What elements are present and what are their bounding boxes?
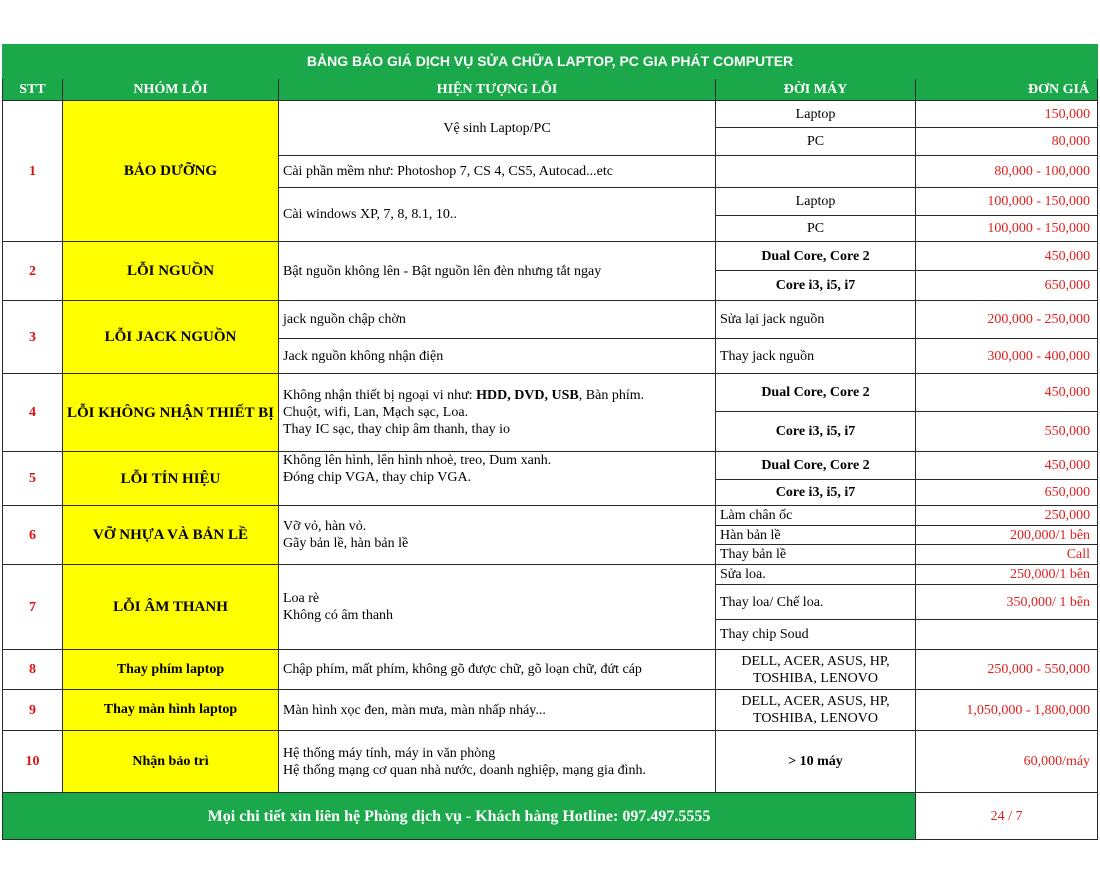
symptom [279, 374, 716, 452]
price-table [2, 44, 1098, 840]
symptom: Jack nguồn không nhận điện [279, 339, 716, 374]
price: 200,000/1 bên [916, 526, 1098, 545]
model-line: DELL, ACER, ASUS, HP, [741, 694, 890, 709]
model: Dual Core, Core 2 [716, 242, 916, 271]
row-number: 8 [3, 650, 63, 690]
error-group: LỖI JACK NGUỒN [63, 301, 279, 374]
symptom [279, 731, 716, 793]
header-model: ĐỜI MÁY [716, 79, 916, 101]
price: 250,000/1 bên [916, 565, 1098, 585]
symptom-line: Vỡ vỏ, hàn vỏ. [283, 519, 367, 534]
model: Thay jack nguồn [716, 339, 916, 374]
error-group: LỖI KHÔNG NHẬN THIẾT BỊ [63, 374, 279, 452]
model: Sửa loa. [716, 565, 916, 585]
symptom: Bật nguồn không lên - Bật nguồn lên đèn nhưng tắt ngay [279, 242, 716, 301]
model [716, 690, 916, 731]
header-price: ĐƠN GIÁ [916, 79, 1098, 101]
row-number: 3 [3, 301, 63, 374]
symptom-line: Hệ thống máy tính, máy in văn phòng [283, 745, 496, 761]
price: 450,000 [916, 374, 1098, 412]
row-number: 2 [3, 242, 63, 301]
symptom-line: Gãy bản lề, hàn bản lề [283, 536, 409, 551]
price [916, 620, 1098, 650]
price: 350,000/ 1 bên [916, 585, 1098, 620]
model: Thay chip Soud [716, 620, 916, 650]
table-row [3, 452, 1098, 480]
error-group: LỖI ÂM THANH [63, 565, 279, 650]
symptom: Chập phím, mất phím, không gõ được chữ, gõ loạn chữ, đứt cáp [279, 650, 716, 690]
price: 1,050,000 - 1,800,000 [916, 690, 1098, 731]
price: 300,000 - 400,000 [916, 339, 1098, 374]
model: > 10 máy [716, 731, 916, 793]
symptom: Vệ sinh Laptop/PC [279, 101, 716, 156]
model: Thay loa/ Chế loa. [716, 585, 916, 620]
model: Dual Core, Core 2 [716, 374, 916, 412]
error-group: LỖI TÍN HIỆU [63, 452, 279, 506]
table-row [3, 650, 1098, 690]
symptom [279, 506, 716, 565]
model: Dual Core, Core 2 [716, 452, 916, 480]
symptom-line: Không lên hình, lên hình nhoè, treo, Dum xanh. [283, 453, 552, 468]
header-group: NHÓM LỖI [63, 79, 279, 101]
symptom-text: Không nhận thiết bị ngoại vi như: [283, 388, 477, 403]
model: Laptop [716, 101, 916, 128]
row-number: 4 [3, 374, 63, 452]
price: 200,000 - 250,000 [916, 301, 1098, 339]
sheet-title: BẢNG BÁO GIÁ DỊCH VỤ SỬA CHỮA LAPTOP, PC GIA PHÁT COMPUTER [3, 45, 1098, 79]
model: PC [716, 216, 916, 242]
model-line: TOSHIBA, LENOVO [753, 670, 878, 686]
symptom-line: Chuột, wifi, Lan, Mạch sạc, Loa. [283, 405, 469, 420]
symptom-line: Loa rè [283, 591, 320, 606]
model: Làm chân ốc [716, 506, 916, 526]
symptom: Cài phần mềm như: Photoshop 7, CS 4, CS5, Autocad...etc [279, 156, 716, 188]
price: 150,000 [916, 101, 1098, 128]
symptom-line: Hệ thống mạng cơ quan nhà nước, doanh nghiệp, mạng gia đình. [283, 762, 646, 778]
symptom-text: , Bàn phím. [578, 388, 645, 403]
price: 250,000 - 550,000 [916, 650, 1098, 690]
error-group: LỖI NGUỒN [63, 242, 279, 301]
header-stt: STT [3, 79, 63, 101]
model: Sửa lại jack nguồn [716, 301, 916, 339]
symptom-line: Không có âm thanh [283, 608, 394, 623]
table-row [3, 242, 1098, 271]
symptom: Màn hình xọc đen, màn mưa, màn nhấp nháy... [279, 690, 716, 731]
error-group: Thay màn hình laptop [63, 690, 279, 731]
symptom: Cài windows XP, 7, 8, 8.1, 10.. [279, 188, 716, 242]
model: Thay bản lề [716, 545, 916, 565]
model [716, 156, 916, 188]
symptom [279, 565, 716, 650]
error-group: Thay phím laptop [63, 650, 279, 690]
model: Core i3, i5, i7 [716, 271, 916, 301]
model: Hàn bản lề [716, 526, 916, 545]
price: 100,000 - 150,000 [916, 216, 1098, 242]
row-number: 7 [3, 565, 63, 650]
price: 650,000 [916, 271, 1098, 301]
contact-hotline: Mọi chi tiết xin liên hệ Phòng dịch vụ - Khách hàng Hotline: 097.497.5555 [3, 793, 916, 840]
price: 250,000 [916, 506, 1098, 526]
symptom-line: Thay IC sạc, thay chip âm thanh, thay io [283, 422, 511, 437]
model: Core i3, i5, i7 [716, 480, 916, 506]
price: 80,000 [916, 128, 1098, 156]
table-row [3, 374, 1098, 412]
row-number: 6 [3, 506, 63, 565]
header-row [3, 79, 1098, 101]
header-symptom: HIỆN TƯỢNG LỖI [279, 79, 716, 101]
table-row [3, 731, 1098, 793]
table-row [3, 301, 1098, 339]
symptom-devices: HDD, DVD, USB [476, 388, 579, 403]
error-group: Nhận bảo trì [63, 731, 279, 793]
symptom-line [283, 387, 711, 404]
model: Core i3, i5, i7 [716, 412, 916, 452]
error-group: VỠ NHỰA VÀ BẢN LỀ [63, 506, 279, 565]
price: 60,000/máy [916, 731, 1098, 793]
symptom: jack nguồn chập chờn [279, 301, 716, 339]
table-row [3, 565, 1098, 585]
price: Call [916, 545, 1098, 565]
model: PC [716, 128, 916, 156]
price-sheet [2, 44, 1097, 840]
row-number: 10 [3, 731, 63, 793]
row-number: 9 [3, 690, 63, 731]
row-number: 5 [3, 452, 63, 506]
price: 650,000 [916, 480, 1098, 506]
price: 450,000 [916, 452, 1098, 480]
symptom-line: Đóng chip VGA, thay chip VGA. [283, 470, 472, 485]
symptom [279, 452, 716, 506]
table-row [3, 101, 1098, 128]
price: 450,000 [916, 242, 1098, 271]
row-number: 1 [3, 101, 63, 242]
model [716, 650, 916, 690]
footer-row [3, 793, 1098, 840]
model-line: TOSHIBA, LENOVO [753, 711, 878, 726]
price: 80,000 - 100,000 [916, 156, 1098, 188]
table-row [3, 506, 1098, 526]
model-line: DELL, ACER, ASUS, HP, [741, 653, 890, 669]
service-hours: 24 / 7 [916, 793, 1098, 840]
error-group: BẢO DƯỠNG [63, 101, 279, 242]
price: 100,000 - 150,000 [916, 188, 1098, 216]
table-row [3, 690, 1098, 731]
model: Laptop [716, 188, 916, 216]
price: 550,000 [916, 412, 1098, 452]
